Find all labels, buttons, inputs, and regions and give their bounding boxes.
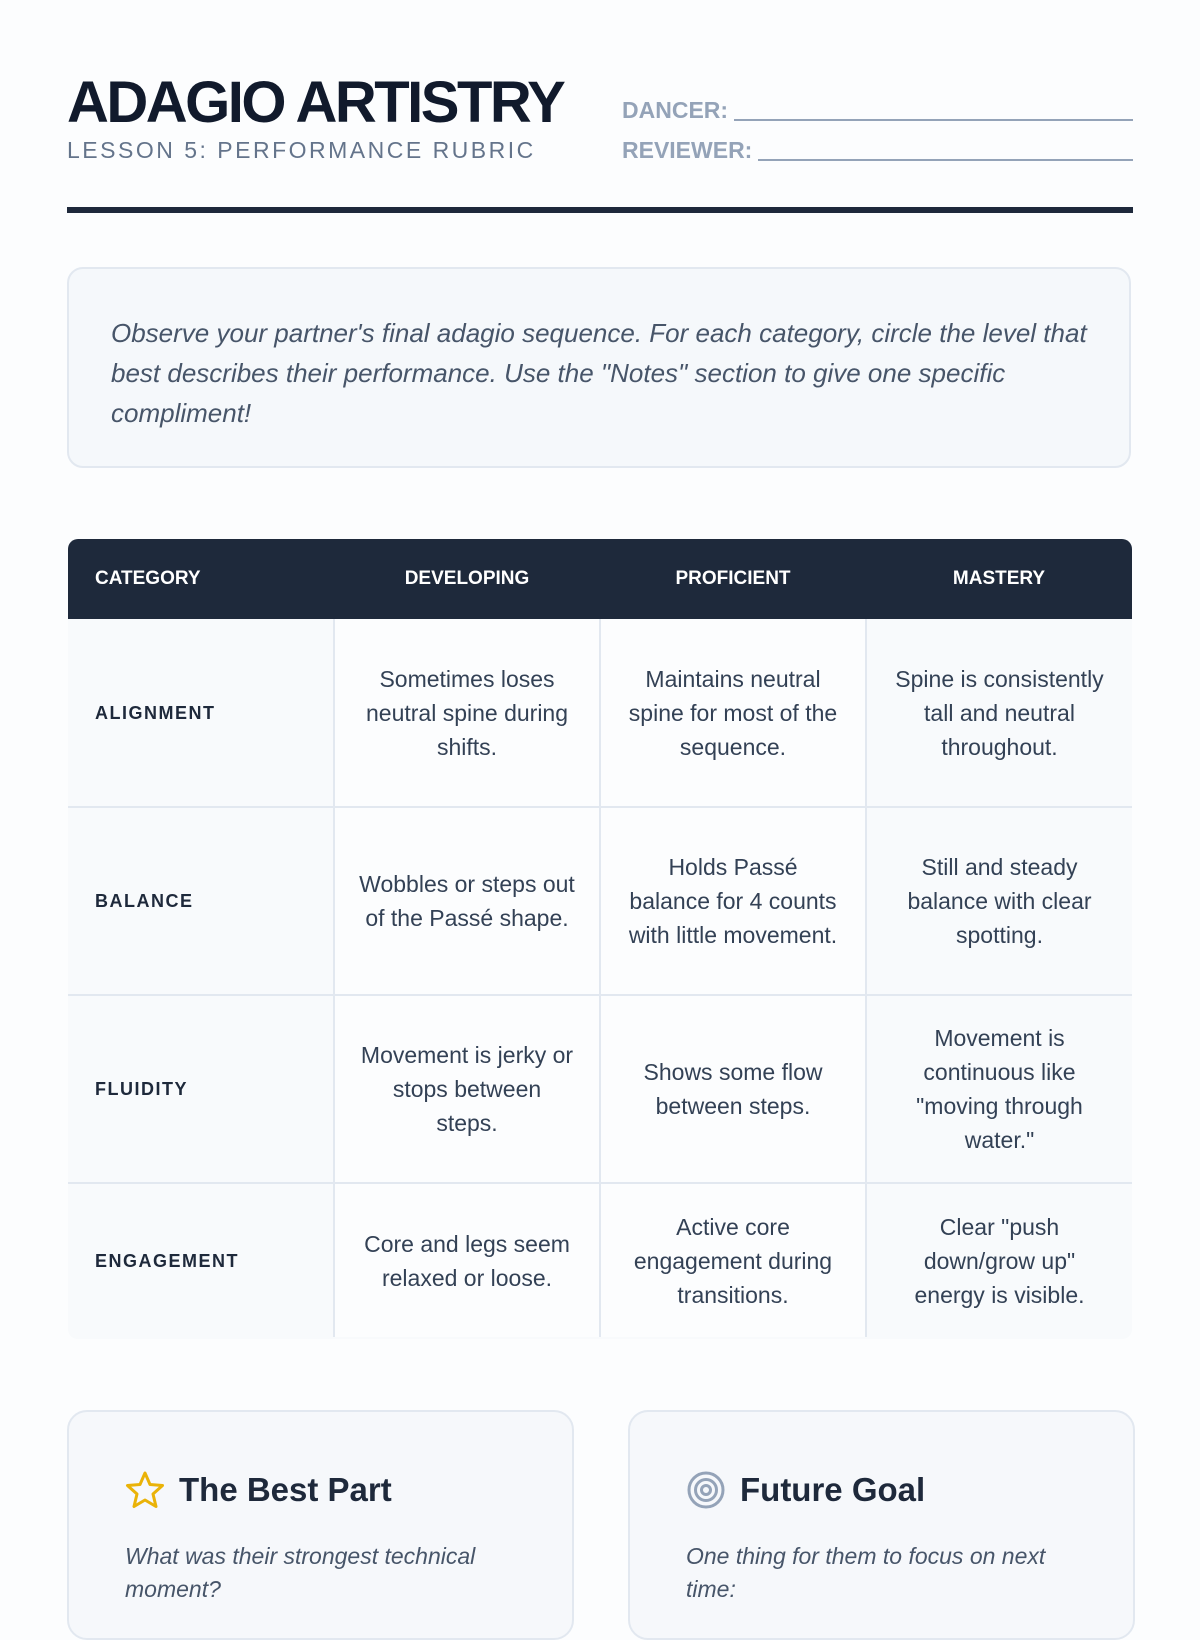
- table-row: [68, 995, 1132, 1183]
- table-row: [68, 807, 1132, 995]
- instructions-text: Observe your partner's final adagio sequence. For each category, circle the level that best describes their performance. Use the "Notes" section to give one specific compliment!: [111, 318, 1087, 428]
- page-subtitle: LESSON 5: PERFORMANCE RUBRIC: [67, 137, 536, 163]
- reviewer-label: REVIEWER:: [622, 137, 753, 163]
- instructions-box: [67, 267, 1131, 468]
- header-developing: DEVELOPING: [334, 539, 600, 619]
- future-goal-title: Future Goal: [740, 1471, 926, 1508]
- worksheet-header: [67, 66, 1133, 214]
- fluidity-mastery[interactable]: Movement is continuous like "moving through water.": [866, 995, 1132, 1183]
- target-icon: [686, 1470, 726, 1510]
- header-mastery: MASTERY: [866, 539, 1132, 619]
- engagement-developing[interactable]: Core and legs seem relaxed or loose.: [334, 1183, 600, 1337]
- dancer-input-line[interactable]: [734, 118, 1133, 121]
- future-goal-title-row: [686, 1470, 925, 1510]
- future-goal-card[interactable]: [628, 1410, 1135, 1640]
- rubric-table: [68, 539, 1132, 1339]
- category-alignment: ALIGNMENT: [68, 619, 334, 807]
- engagement-proficient[interactable]: Active core engagement during transitions.: [600, 1183, 866, 1337]
- category-engagement: ENGAGEMENT: [68, 1183, 334, 1337]
- table-row: [68, 1183, 1132, 1337]
- engagement-mastery[interactable]: Clear "push down/grow up" energy is visible.: [866, 1183, 1132, 1337]
- reviewer-input-line[interactable]: [758, 158, 1133, 161]
- fluidity-proficient[interactable]: Shows some flow between steps.: [600, 995, 866, 1183]
- dancer-field[interactable]: [622, 94, 1133, 124]
- alignment-mastery[interactable]: Spine is consistently tall and neutral throughout.: [866, 619, 1132, 807]
- rubric-header-row: [68, 539, 1132, 619]
- header-proficient: PROFICIENT: [600, 539, 866, 619]
- page-title: ADAGIO ARTISTRY: [67, 70, 564, 135]
- reviewer-field[interactable]: [622, 134, 1133, 164]
- best-part-card[interactable]: [67, 1410, 574, 1640]
- balance-mastery[interactable]: Still and steady balance with clear spotting.: [866, 807, 1132, 995]
- header-category: CATEGORY: [68, 539, 334, 619]
- future-goal-prompt: One thing for them to focus on next time:: [686, 1543, 1046, 1602]
- best-part-title-row: [125, 1470, 392, 1510]
- table-row: [68, 619, 1132, 807]
- dancer-label: DANCER:: [622, 97, 729, 123]
- star-icon: [125, 1470, 165, 1510]
- best-part-title: The Best Part: [179, 1471, 392, 1508]
- fluidity-developing[interactable]: Movement is jerky or stops between steps.: [334, 995, 600, 1183]
- category-fluidity: FLUIDITY: [68, 995, 334, 1183]
- balance-developing[interactable]: Wobbles or steps out of the Passé shape.: [334, 807, 600, 995]
- header-divider: [67, 207, 1133, 213]
- alignment-developing[interactable]: Sometimes loses neutral spine during shifts.: [334, 619, 600, 807]
- category-balance: BALANCE: [68, 807, 334, 995]
- alignment-proficient[interactable]: Maintains neutral spine for most of the sequence.: [600, 619, 866, 807]
- best-part-prompt: What was their strongest technical moment?: [125, 1543, 476, 1602]
- balance-proficient[interactable]: Holds Passé balance for 4 counts with little movement.: [600, 807, 866, 995]
